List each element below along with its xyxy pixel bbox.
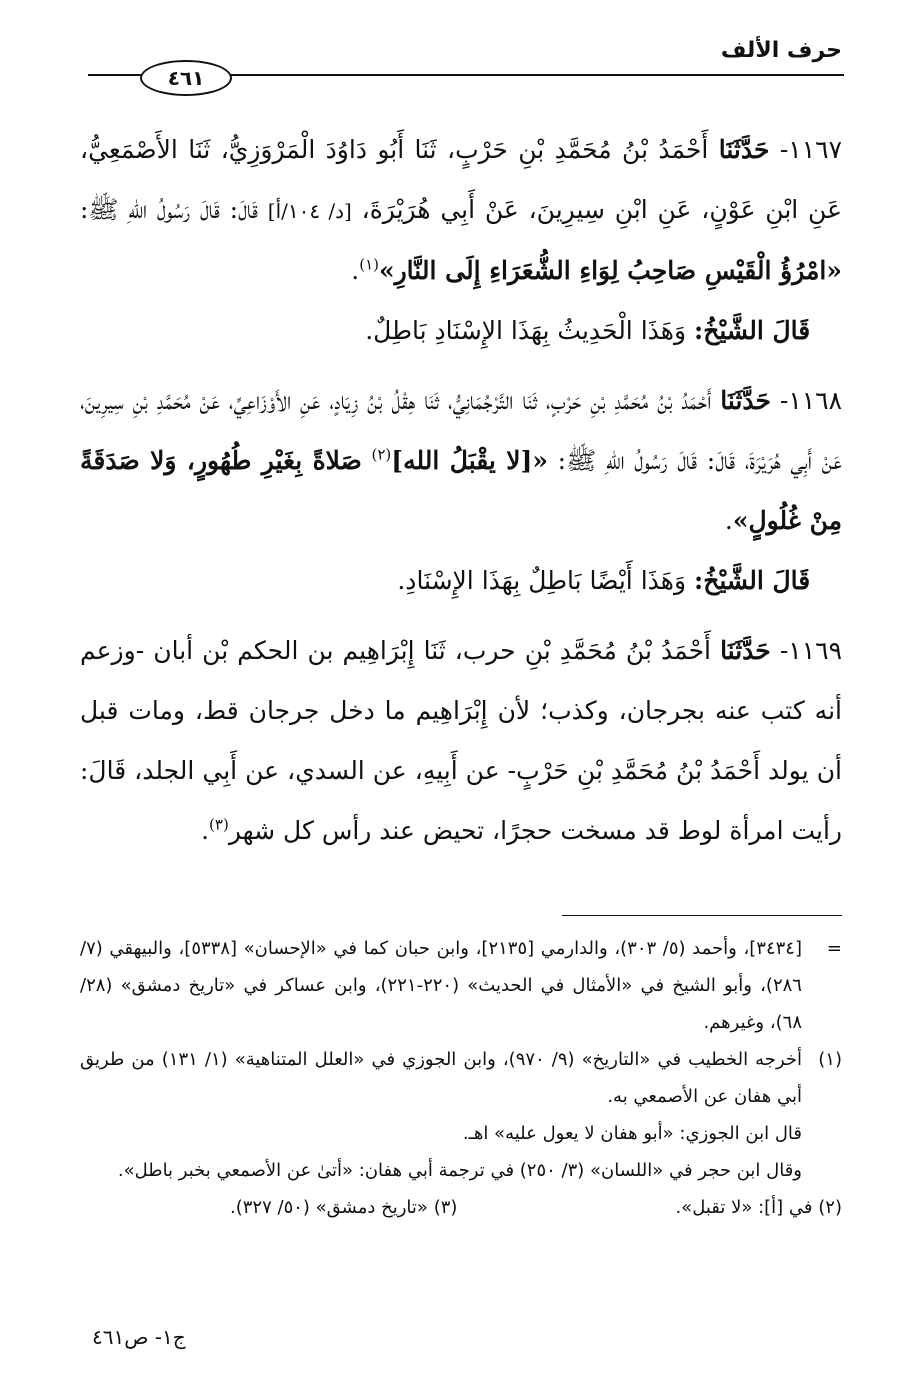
footnote-number: (٣) [433, 1197, 458, 1218]
haddathana: حَدَّثَنَا [718, 135, 770, 164]
footnote-line: وقال ابن حجر في «اللسان» (٣/ ٢٥٠) في ترجمة أبي هفان: «أتىٰ عن الأصمعي بخبر باطل». [117, 1160, 802, 1181]
footnote-line: قال ابن الجوزي: «أبو هفان لا يعول عليه» اهـ. [462, 1123, 802, 1144]
hadith-number: ١١٦٨- [779, 386, 843, 415]
comment-label: قَالَ الشَّيْخُ: [693, 566, 811, 595]
footnote-2 [675, 1189, 842, 1226]
haddathana: حَدَّثَنَا [720, 636, 771, 665]
hadith-number: ١١٦٧- [779, 135, 842, 164]
hadith-number: ١١٦٩- [779, 636, 843, 665]
comment-label: قَالَ الشَّيْخُ: [693, 316, 811, 345]
isnad-line-1: أَحْمَدُ بْنُ مُحَمَّدِ بْنِ حَرْبٍ، ثَنَا أَبُو دَاوُدَ الْمَرْوَزِيُّ، ثَنَا [188, 135, 709, 164]
isnad-line-3: ومات قبل أن يولد أَحْمَدُ بْنُ مُحَمَّدِ بْنِ حَرْبٍ- عن أَبِيهِ، عن السدي، عن [80, 696, 842, 785]
footnote-1-quote [80, 1115, 842, 1152]
isnad-line-2: الأَصْمَعِيُّ، عَنِ ابْنِ عَوْنٍ، عَنِ ابْنِ سِيرِينَ، عَنْ أَبِي هُرَيْرَةَ، [80, 135, 842, 224]
volume-page-ref: ج١- ص٤٦١ [92, 1325, 186, 1349]
isnad-line-1: أَحْمَدُ بْنُ مُحَمَّدِ بْنِ حرب، ثَنَا إِبْرَاهِيم بن الحكم بْن أبان [153, 636, 711, 665]
end-mark: . [724, 506, 733, 535]
main-text [80, 120, 842, 861]
matn-line-5: شهر [228, 816, 276, 845]
footnotes-2-3 [80, 1189, 842, 1226]
continuation-mark: = [826, 938, 842, 959]
footnote-number: (٢) [818, 1197, 842, 1218]
footnote-3 [230, 1189, 457, 1226]
footnote-mark: (١) [359, 255, 379, 274]
isnad-line-2: عَنِ الأَوْزَاعِيِّ، عَنْ مُحَمَّدِ بْنِ سِيرِينَ، عَنْ أَبِي هُرَيْرَةَ، قَالَ: قَالَ رَسُولُ اللهِ ﷺ: [80, 386, 842, 475]
matn: «امْرُؤُ الْقَيْسِ صَاحِبُ لِوَاءِ الشُّعَرَاءِ إِلَى النَّارِ» [378, 256, 842, 285]
footnote-line: أخرجه الخطيب في «التاريخ» (٩/ ٩٧٠)، وابن الجوزي في «العلل المتناهية» (١/ ١٣١) من [131, 1049, 802, 1070]
footnotes [80, 930, 842, 1226]
footnote-number: (١) [818, 1049, 842, 1070]
isnad-line-2-end: قَالَ: قَالَ [199, 195, 258, 224]
matn-line-4: أَبِي الجلد، قَالَ: رأيت امرأة لوط قد مسخت حجرًا، تحيض عند رأس كل [80, 756, 842, 845]
isnad-line-2: -وزعم أنه كتب عنه بجرجان، وكذب؛ لأن إِبْرَاهِيم ما دخل جرجان قط، [80, 636, 842, 725]
footnote-text: في [أ]: «لا تقبل». [675, 1197, 813, 1218]
footnote-1-quote-2 [80, 1152, 842, 1189]
isnad-line-1: أَحْمَدُ بْنُ مُحَمَّدِ بْنِ حَرْبٍ، ثَنَا التَّرْجُمَانِيُّ، [447, 386, 712, 415]
hadith-1167 [80, 120, 842, 301]
footnote-1 [80, 1041, 842, 1115]
footnote-line: والبيهقي (٧/ ٢٨٦)، وأبو الشيخ في «الأمثال في الحديث» (٢٢٠-٢٢١)، وابن عساكر في [80, 938, 802, 996]
page-number: ٤٦١ [140, 60, 232, 96]
end-mark: . [201, 816, 210, 845]
footnote-continuation [80, 930, 842, 1041]
comment-text: وَهَذَا أَيْضًا بَاطِلٌ بِهَذَا الإِسْنَادِ. [397, 566, 687, 595]
footnote-line: طريق أبي هفان عن الأصمعي به. [80, 1049, 802, 1107]
manuscript-ref: [د/ ١٠٤/أ] [267, 199, 352, 223]
matn-rest: صَلاةً بِغَيْرِ طُهُورٍ، وَلا صَدَقَةً مِنْ غُلُولٍ» [80, 446, 842, 535]
footnote-mark: (٢) [371, 445, 392, 464]
hadith-1169 [80, 621, 842, 861]
footnote-mark: (٣) [209, 815, 229, 834]
haddathana: حَدَّثَنَا [720, 386, 771, 415]
hadith-1168 [80, 371, 842, 551]
comment-1 [80, 301, 842, 361]
comment-text: وَهَذَا الْحَدِيثُ بِهَذَا الإِسْنَادِ بَاطِلٌ. [365, 316, 687, 345]
isnad-line-1-thana: ثَنَا هِقْلُ بْنُ زِيَادٍ، [329, 386, 439, 415]
chapter-title: حرف الألف [720, 38, 842, 63]
footnote-line: «تاريخ دمشق» (٢٨/ ٦٨)، وغيرهم. [80, 975, 802, 1033]
comment-2 [80, 551, 842, 611]
matn-start: «[لا يقْبَلُ الله] [391, 446, 548, 475]
footnote-text: «تاريخ دمشق» (٥٠/ ٣٢٧). [230, 1197, 428, 1218]
footnote-rule [562, 915, 842, 916]
end-mark: . [351, 256, 360, 285]
footnote-line: [٣٤٣٤]، وأحمد (٥/ ٣٠٣)، والدارمي [٢١٣٥]، وابن حبان كما في «الإحسان» [٥٣٣٨]، [178, 938, 802, 959]
isnad-line-3: رَسُولُ اللهِ ﷺ: [80, 195, 191, 224]
